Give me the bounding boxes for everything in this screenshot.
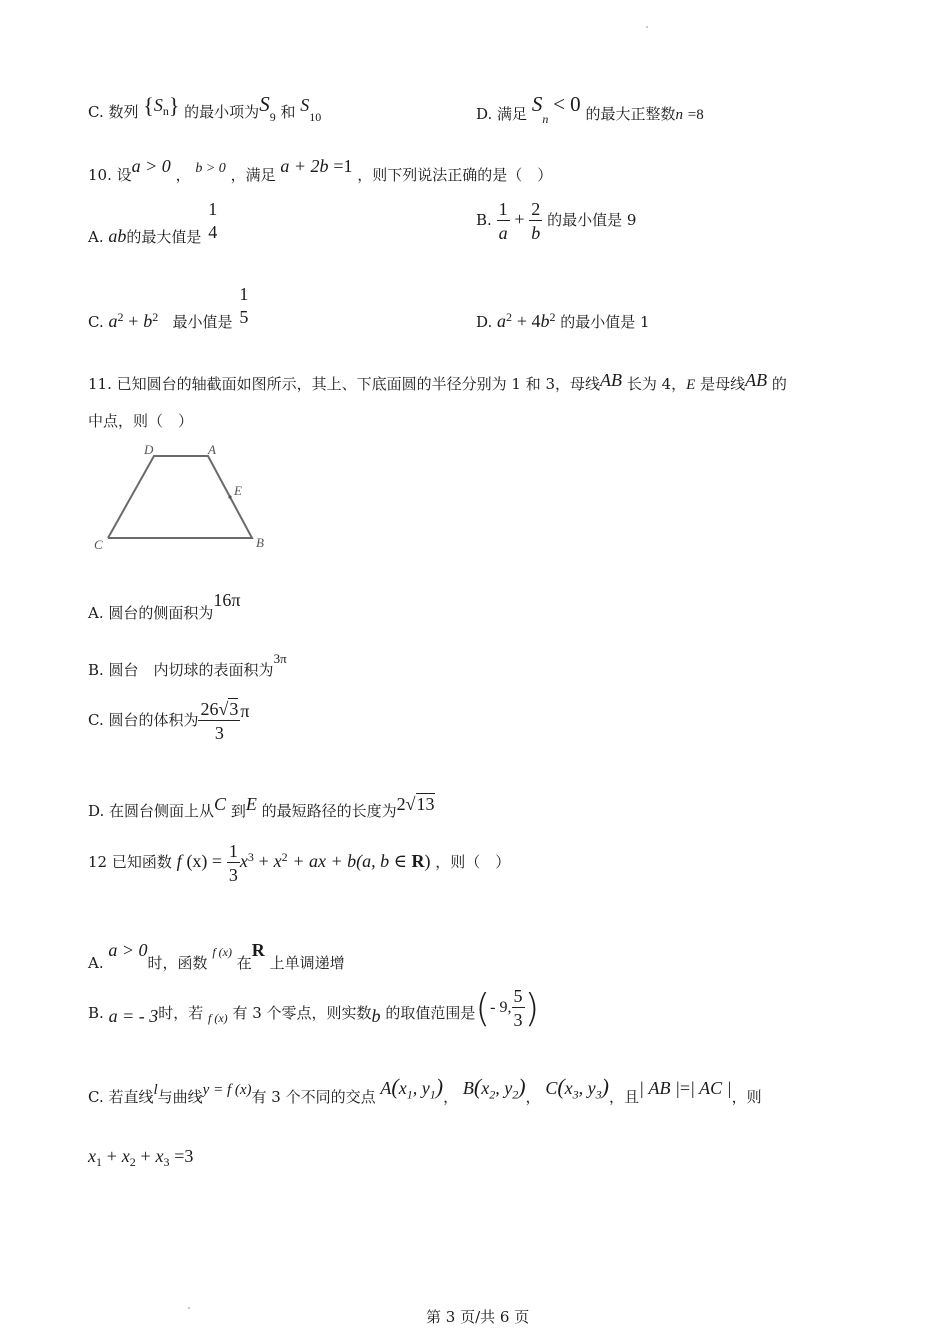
s10-symbol: S xyxy=(300,95,310,115)
q9-option-d xyxy=(476,92,704,127)
numerator: 1 xyxy=(498,199,508,219)
stem-text: ，则（ ） xyxy=(435,853,511,871)
var-x2: x xyxy=(121,1146,130,1166)
midpoint-e-marker xyxy=(228,495,231,498)
condition-sum: a + 2b xyxy=(280,156,329,176)
option-text: 的最小值是 9 xyxy=(547,211,637,229)
plus-four: + 4 xyxy=(516,311,541,331)
option-text: A. 圆台的侧面积为 xyxy=(88,604,214,622)
equals: = xyxy=(679,1078,691,1098)
path-length-value xyxy=(397,793,435,814)
subscript: 3 xyxy=(595,1087,602,1102)
option-value: 16π xyxy=(213,590,241,610)
option-text-and: 和 xyxy=(280,103,296,121)
frustum-axial-section-figure xyxy=(86,440,276,554)
subscript: 1 xyxy=(406,1087,413,1102)
n-value: =8 xyxy=(687,107,704,123)
radicand: 13 xyxy=(416,794,435,814)
interval-left: - 9, xyxy=(490,999,512,1016)
condition: a > 0 xyxy=(108,940,148,960)
sn-inequality: < 0 xyxy=(553,92,581,116)
condition-a: a > 0 xyxy=(131,156,171,176)
fraction-one-fifth xyxy=(237,285,250,326)
var-x3: x xyxy=(155,1146,164,1166)
s9-subscript: 9 xyxy=(269,110,276,124)
condition: a = - 3 xyxy=(108,1006,159,1026)
subscript: 1 xyxy=(96,1155,102,1169)
pi-symbol: π xyxy=(240,701,250,721)
plus: + xyxy=(514,209,525,229)
condition-b: b > 0 xyxy=(195,161,226,176)
plus: + xyxy=(128,311,139,331)
point-label: C xyxy=(545,1078,558,1098)
q12-option-a xyxy=(88,940,345,973)
option-text: B. 圆台 内切球的表面积为 xyxy=(88,661,274,679)
denominator: 5 xyxy=(239,307,249,327)
option-text: 的最小项为 xyxy=(184,103,260,121)
stem-text: 11. 已知圆台的轴截面如图所示，其上、下底面圆的半径分别为 1 和 3，母线 xyxy=(88,375,601,393)
var-x: x xyxy=(239,851,248,871)
question-number: 12 已知函数 xyxy=(88,853,172,871)
fraction-five-thirds xyxy=(512,987,525,1029)
q12-option-b xyxy=(88,987,539,1029)
x-coord: x xyxy=(398,1078,407,1098)
function-fx: f (x) xyxy=(212,945,232,959)
option-text: C. 若直线 xyxy=(88,1088,154,1106)
option-text: 的最大值是 xyxy=(126,228,202,246)
point-label: A xyxy=(380,1078,392,1098)
option-text: 的最大正整数 xyxy=(585,105,676,123)
function-arg: (x) = xyxy=(186,851,223,871)
s9-symbol: S xyxy=(259,92,270,116)
denominator: 3 xyxy=(214,723,224,743)
var-b: b xyxy=(371,1006,381,1026)
volume-fraction xyxy=(198,700,240,742)
coefficient: 2 xyxy=(396,794,406,814)
abs-ac: | AC | xyxy=(690,1078,732,1098)
numerator-radicand: 3 xyxy=(229,699,239,719)
scan-speck xyxy=(646,26,648,28)
subscript: 2 xyxy=(129,1155,136,1169)
option-label: D. 满足 xyxy=(476,105,528,123)
point-label-e: E xyxy=(234,483,242,498)
point-c: C xyxy=(214,794,227,814)
option-label: D. xyxy=(476,313,493,331)
numerator: 1 xyxy=(228,841,238,861)
option-text: 到 xyxy=(230,802,246,820)
option-label: C. 数列 xyxy=(88,103,139,121)
exponent: 2 xyxy=(117,310,124,324)
question-number: 10. 设 xyxy=(88,166,132,184)
denominator: 3 xyxy=(228,865,238,885)
q12-option-c: C. 若直线l与曲线y = f (x)有 3 个不同的交点 $A(x_1$, $y_1$)， $B(x_2$, $y_2$)， $C(x_3$, $y_3$)，且| AB |=| AC |，则 xyxy=(88,1074,762,1106)
abs-ab: | AB | xyxy=(639,1078,680,1098)
segment-ab: AB xyxy=(745,370,768,390)
option-text: 上单调递增 xyxy=(269,954,345,972)
condition-eq: =1 xyxy=(333,156,353,176)
denominator: b xyxy=(531,223,541,243)
fraction-one-third xyxy=(227,842,240,884)
q11-option-c xyxy=(88,700,249,742)
q11-option-a xyxy=(88,590,240,623)
subscript: 3 xyxy=(572,1087,579,1102)
real-numbers-symbol: R xyxy=(411,851,425,871)
denominator: 4 xyxy=(208,222,218,242)
option-text: 最小值是 xyxy=(172,313,233,331)
option-label: A. xyxy=(88,954,104,972)
subscript: 2 xyxy=(512,1087,519,1102)
option-label: B. xyxy=(476,211,492,229)
option-text: 时，若 xyxy=(158,1004,204,1022)
option-value: 3π xyxy=(273,651,287,666)
option-text: 有 3 个零点，则实数 xyxy=(232,1004,372,1022)
option-text: 在 xyxy=(236,954,252,972)
point-a-coords: $A(x_1$, $y_1$) xyxy=(380,1074,444,1102)
line-l: l xyxy=(153,1082,158,1098)
q9-option-c xyxy=(88,92,321,125)
right-paren: ) xyxy=(524,986,540,1030)
sqrt-sign: √ xyxy=(218,699,229,719)
sum-value: =3 xyxy=(174,1146,194,1166)
vertex-label-d: D xyxy=(144,442,154,457)
q12-stem xyxy=(88,842,510,884)
plus: + xyxy=(258,851,269,871)
point-c-coords: $C(x_3$, $y_3$) xyxy=(545,1074,609,1102)
sqrt-sign: √ xyxy=(405,794,416,814)
option-text: ，且 xyxy=(608,1088,639,1106)
function-fx: f (x) xyxy=(208,1011,228,1025)
q11-stem-line2 xyxy=(88,410,193,431)
var-x1: x xyxy=(88,1146,96,1166)
subscript: 2 xyxy=(489,1087,496,1102)
denominator: a xyxy=(498,223,508,243)
trapezoid-diagram xyxy=(86,440,276,554)
sn-symbol: S xyxy=(531,92,543,116)
var-a: a xyxy=(108,311,118,331)
function-rest: + ax + b(a, b ∈ xyxy=(292,851,412,871)
page-number: 第 3 页/共 6 页 xyxy=(426,1308,530,1326)
y-coord: y xyxy=(587,1078,596,1098)
stem-text: 是母线 xyxy=(700,375,746,393)
expr-ab: ab xyxy=(108,226,127,246)
stem-text: 中点，则（ ） xyxy=(88,412,194,430)
option-text: C. 圆台的体积为 xyxy=(88,711,199,729)
curve-expression: y = f (x) xyxy=(202,1082,252,1098)
q12-option-c-conclusion: $x_1 + x_2 + x_3 =3$ xyxy=(88,1146,194,1169)
close-paren: ) xyxy=(424,851,431,871)
seq-symbol: S xyxy=(153,95,163,115)
q11-option-d xyxy=(88,794,435,821)
exponent: 2 xyxy=(549,310,556,324)
q11-option-b xyxy=(88,651,287,680)
q10-option-b xyxy=(476,200,636,242)
exponent: 2 xyxy=(152,310,159,324)
option-text: 与曲线 xyxy=(157,1088,203,1106)
sn-subscript: n xyxy=(542,112,549,126)
option-text: 有 3 个不同的交点 xyxy=(251,1088,376,1106)
fraction-1-over-a xyxy=(497,200,510,242)
option-label: C. xyxy=(88,313,104,331)
var-b: b xyxy=(540,311,550,331)
point-b-coords: $B(x_2$, $y_2$) xyxy=(462,1074,526,1102)
vertex-label-c: C xyxy=(94,537,103,552)
stem-text: 的 xyxy=(771,375,787,393)
x-coord: x xyxy=(564,1078,573,1098)
right-brace: } xyxy=(168,93,180,118)
point-label: B xyxy=(462,1078,474,1098)
option-text: 的取值范围是 xyxy=(385,1004,476,1022)
n-symbol: n xyxy=(675,107,683,123)
var-b: b xyxy=(143,311,153,331)
subscript: 3 xyxy=(163,1155,170,1169)
q10-option-c xyxy=(88,285,250,332)
seq-subscript: n xyxy=(162,104,169,118)
left-brace: { xyxy=(143,93,154,118)
option-text: D. 在圆台侧面上从 xyxy=(88,802,215,820)
fraction-2-over-b xyxy=(529,200,542,242)
option-text: 的最小值是 1 xyxy=(560,313,650,331)
function-f: f xyxy=(176,851,182,871)
subscript: 1 xyxy=(429,1087,436,1102)
exponent: 2 xyxy=(281,850,288,864)
stem-text: ，则下列说法正确的是（ ） xyxy=(357,166,553,184)
q11-stem-line1 xyxy=(88,370,787,394)
numerator: 1 xyxy=(208,199,218,219)
vertex-label-a: A xyxy=(208,442,216,457)
segment-ab: AB xyxy=(600,370,623,390)
point-e: E xyxy=(245,794,257,814)
numerator-coefficient: 26 xyxy=(200,699,219,719)
real-numbers-symbol: R xyxy=(251,940,265,960)
numerator: 1 xyxy=(239,284,249,304)
x-coord: x xyxy=(481,1078,490,1098)
scan-speck xyxy=(188,1307,190,1309)
y-coord: y xyxy=(504,1078,513,1098)
exponent: 2 xyxy=(506,310,513,324)
vertex-label-b: B xyxy=(256,535,264,550)
q10-stem xyxy=(88,156,552,185)
option-label: A. xyxy=(88,228,104,246)
option-text: 的最短路径的长度为 xyxy=(261,802,397,820)
numerator: 2 xyxy=(531,199,541,219)
var-a: a xyxy=(497,311,507,331)
option-text: 时，函数 xyxy=(147,954,208,972)
q10-option-d xyxy=(476,310,650,332)
page-footer xyxy=(426,1306,529,1327)
y-coord: y xyxy=(421,1078,430,1098)
left-paren: ( xyxy=(475,986,491,1030)
stem-text: ，满足 xyxy=(230,166,276,184)
separator: ， xyxy=(175,166,191,184)
denominator: 3 xyxy=(513,1010,523,1030)
exponent: 3 xyxy=(247,850,254,864)
option-text: ，则 xyxy=(731,1088,762,1106)
stem-text: 长为 4， xyxy=(626,375,687,393)
s10-subscript: 10 xyxy=(309,110,322,124)
point-e: E xyxy=(686,377,696,393)
var-x: x xyxy=(273,851,282,871)
option-label: B. xyxy=(88,1004,104,1022)
numerator: 5 xyxy=(513,986,523,1006)
fraction-one-quarter xyxy=(206,200,219,241)
q10-option-a xyxy=(88,200,219,247)
